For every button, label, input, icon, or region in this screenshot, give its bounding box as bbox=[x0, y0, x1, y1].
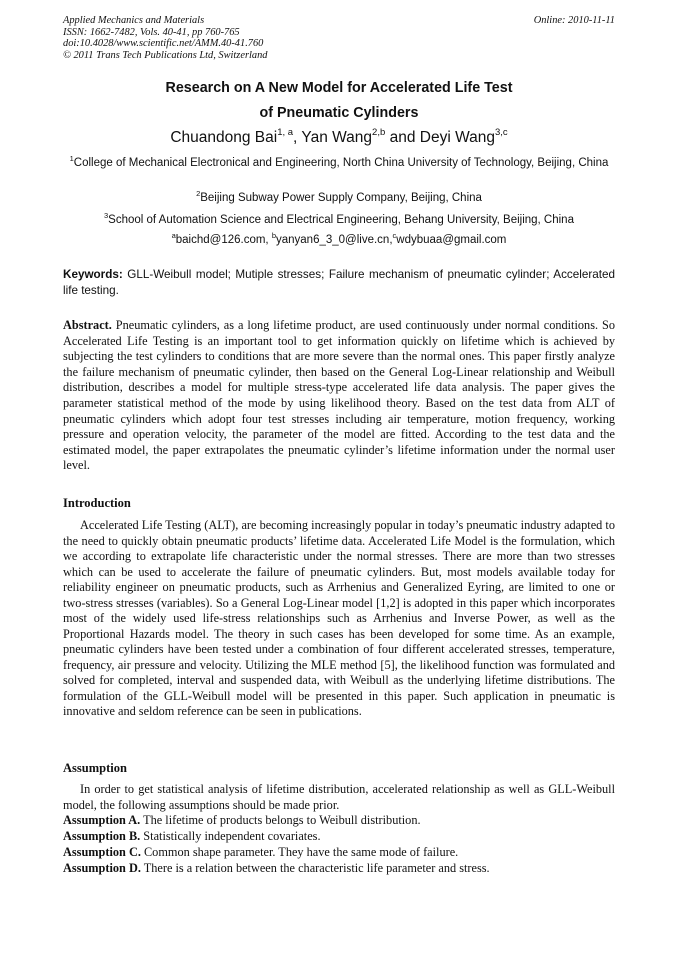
assumption-text: Common shape parameter. They have the same mode of failure. bbox=[140, 844, 459, 859]
journal-header bbox=[63, 15, 615, 61]
author-list bbox=[63, 129, 615, 147]
keywords-paragraph bbox=[63, 267, 615, 298]
journal-name: Applied Mechanics and Materials bbox=[63, 15, 205, 26]
assumption-label: Assumption D. bbox=[63, 860, 141, 875]
affiliation-3 bbox=[63, 213, 615, 228]
keywords-label: Keywords: bbox=[63, 268, 123, 281]
doi-line[interactable]: doi:10.4028/www.scientific.net/AMM.40-41.760 bbox=[63, 38, 264, 49]
author-separator: and bbox=[385, 129, 420, 146]
author-name: Chuandong Bai bbox=[170, 129, 278, 146]
affiliation-superscript: 2 bbox=[196, 189, 201, 198]
introduction-paragraph: Accelerated Life Testing (ALT), are becoming increasingly popular in today’s pneumatic industry adapted to the need to quickly obtain pneumatic products’ lifetime data. Accelerated Life Model is the formulation, which we according to extrapolate life characteristic under the normal stresses. There are more than two stresses which can be used to accelerate the failure of pneumatic cylinders. But, most models available today for reliability engineer on pneumatic products, such as Arrhenius and Generalized Eyring, are limited to one or two-stress stresses (variables). So a General Log-Linear model [1,2] is adopted in this paper which incorporates most of the widely used life-stress relationships such as Arrhenius and Inverse Power, as well as the Proportional Hazards model. The theory in such cases has been developed for some time. As an example, pneumatic cylinders have been tested under a combination of four different accelerated stresses, temperature, frequency, air pressure and velocity. Utilizing the MLE method [5], the likelihood function was formulated and solved for completed, interval and suspended data, with Weibull as the underlying lifetime distributions. The formulation of the GLL-Weibull model will be presented in this paper. Such application in pneumatic is innovative and seldom reference can be seen in publications. bbox=[63, 518, 615, 718]
paper-title-line-1: Research on A New Model for Accelerated Life Test bbox=[165, 80, 513, 96]
paper-title-line-2: of Pneumatic Cylinders bbox=[259, 105, 419, 121]
assumption-heading: Assumption bbox=[63, 761, 127, 775]
assumption-item bbox=[63, 829, 615, 845]
online-date: Online: 2010-11-11 bbox=[533, 15, 615, 26]
assumption-text: The lifetime of products belongs to Weibull distribution. bbox=[140, 813, 421, 828]
assumption-intro: In order to get statistical analysis of lifetime distribution, accelerated relationship as well as GLL-Weibull model, the following assumptions should be made prior. bbox=[63, 782, 615, 812]
affiliation-2 bbox=[63, 191, 615, 206]
affiliation-text: Beijing Subway Power Supply Company, Beijing, China bbox=[200, 192, 482, 204]
abstract-label: Abstract. bbox=[63, 318, 112, 332]
author-superscript: 3,c bbox=[494, 127, 508, 138]
assumption-label: Assumption A. bbox=[63, 813, 141, 828]
email-superscript: a bbox=[171, 231, 176, 240]
assumption-section bbox=[63, 782, 615, 876]
keywords-text: GLL-Weibull model; Mutiple stresses; Failure mechanism of pneumatic cylinder; Accelerated life testing. bbox=[63, 268, 615, 297]
affiliation-text: School of Automation Science and Electrical Engineering, Behang University, Beijing, China bbox=[108, 214, 574, 226]
introduction-heading: Introduction bbox=[63, 496, 131, 510]
copyright-line: © 2011 Trans Tech Publications Ltd, Switzerland bbox=[63, 49, 268, 61]
abstract-paragraph bbox=[63, 318, 615, 474]
issn-line: ISSN: 1662-7482, Vols. 40-41, pp 760-765 bbox=[63, 26, 240, 38]
email-superscript: c bbox=[392, 231, 397, 240]
assumption-label: Assumption B. bbox=[63, 829, 141, 844]
assumption-item bbox=[63, 861, 615, 877]
email-link[interactable]: baichd@126.com, bbox=[175, 234, 272, 246]
author-name: Yan Wang bbox=[301, 129, 373, 146]
assumption-text: There is a relation between the characteristic life parameter and stress. bbox=[140, 860, 490, 875]
author-emails bbox=[63, 231, 615, 246]
email-superscript: b bbox=[271, 231, 276, 240]
author-name: Deyi Wang bbox=[419, 129, 495, 146]
affiliation-1 bbox=[63, 156, 615, 171]
assumption-label: Assumption C. bbox=[63, 844, 141, 859]
author-separator: , bbox=[293, 129, 302, 146]
assumption-text: Statistically independent covariates. bbox=[140, 829, 321, 844]
assumption-item bbox=[63, 845, 615, 861]
affiliation-superscript: 3 bbox=[104, 211, 109, 220]
email-link[interactable]: yanyan6_3_0@live.cn, bbox=[276, 234, 393, 246]
affiliation-text: College of Mechanical Electronical and Engineering, North China University of Technology, Beijing, China bbox=[73, 157, 609, 169]
assumption-item bbox=[63, 813, 615, 829]
abstract-text: Pneumatic cylinders, as a long lifetime product, are used continuously under normal conditions. So Accelerated Life Testing is an important tool to get information quickly on lifetime which is achieved by subjecting the test cylinders to conditions that are more severe than the normal ones. This paper firstly analyze the failure mechanism of pneumatic cylinder, then based on the General Log-Linear relationship and Weibull distribution, describes a model for multiple stress-type accelerated life data analysis. The paper gives the parameter statistical method of the mode by using likelihood theory. Based on the test data from ALT of pneumatic cylinders which adopt four test stresses including air temperature, motion frequency, working pressure and operation velocity, the parameter of the model are fitted. According to the test data and the estimated model, the paper extrapolates the pneumatic cylinder’s lifetime information under the normal user level. bbox=[63, 318, 615, 473]
author-superscript: 1, a bbox=[277, 127, 294, 138]
affiliation-superscript: 1 bbox=[69, 154, 74, 163]
email-link[interactable]: wdybuaa@gmail.com bbox=[396, 234, 507, 246]
author-superscript: 2,b bbox=[372, 127, 386, 138]
